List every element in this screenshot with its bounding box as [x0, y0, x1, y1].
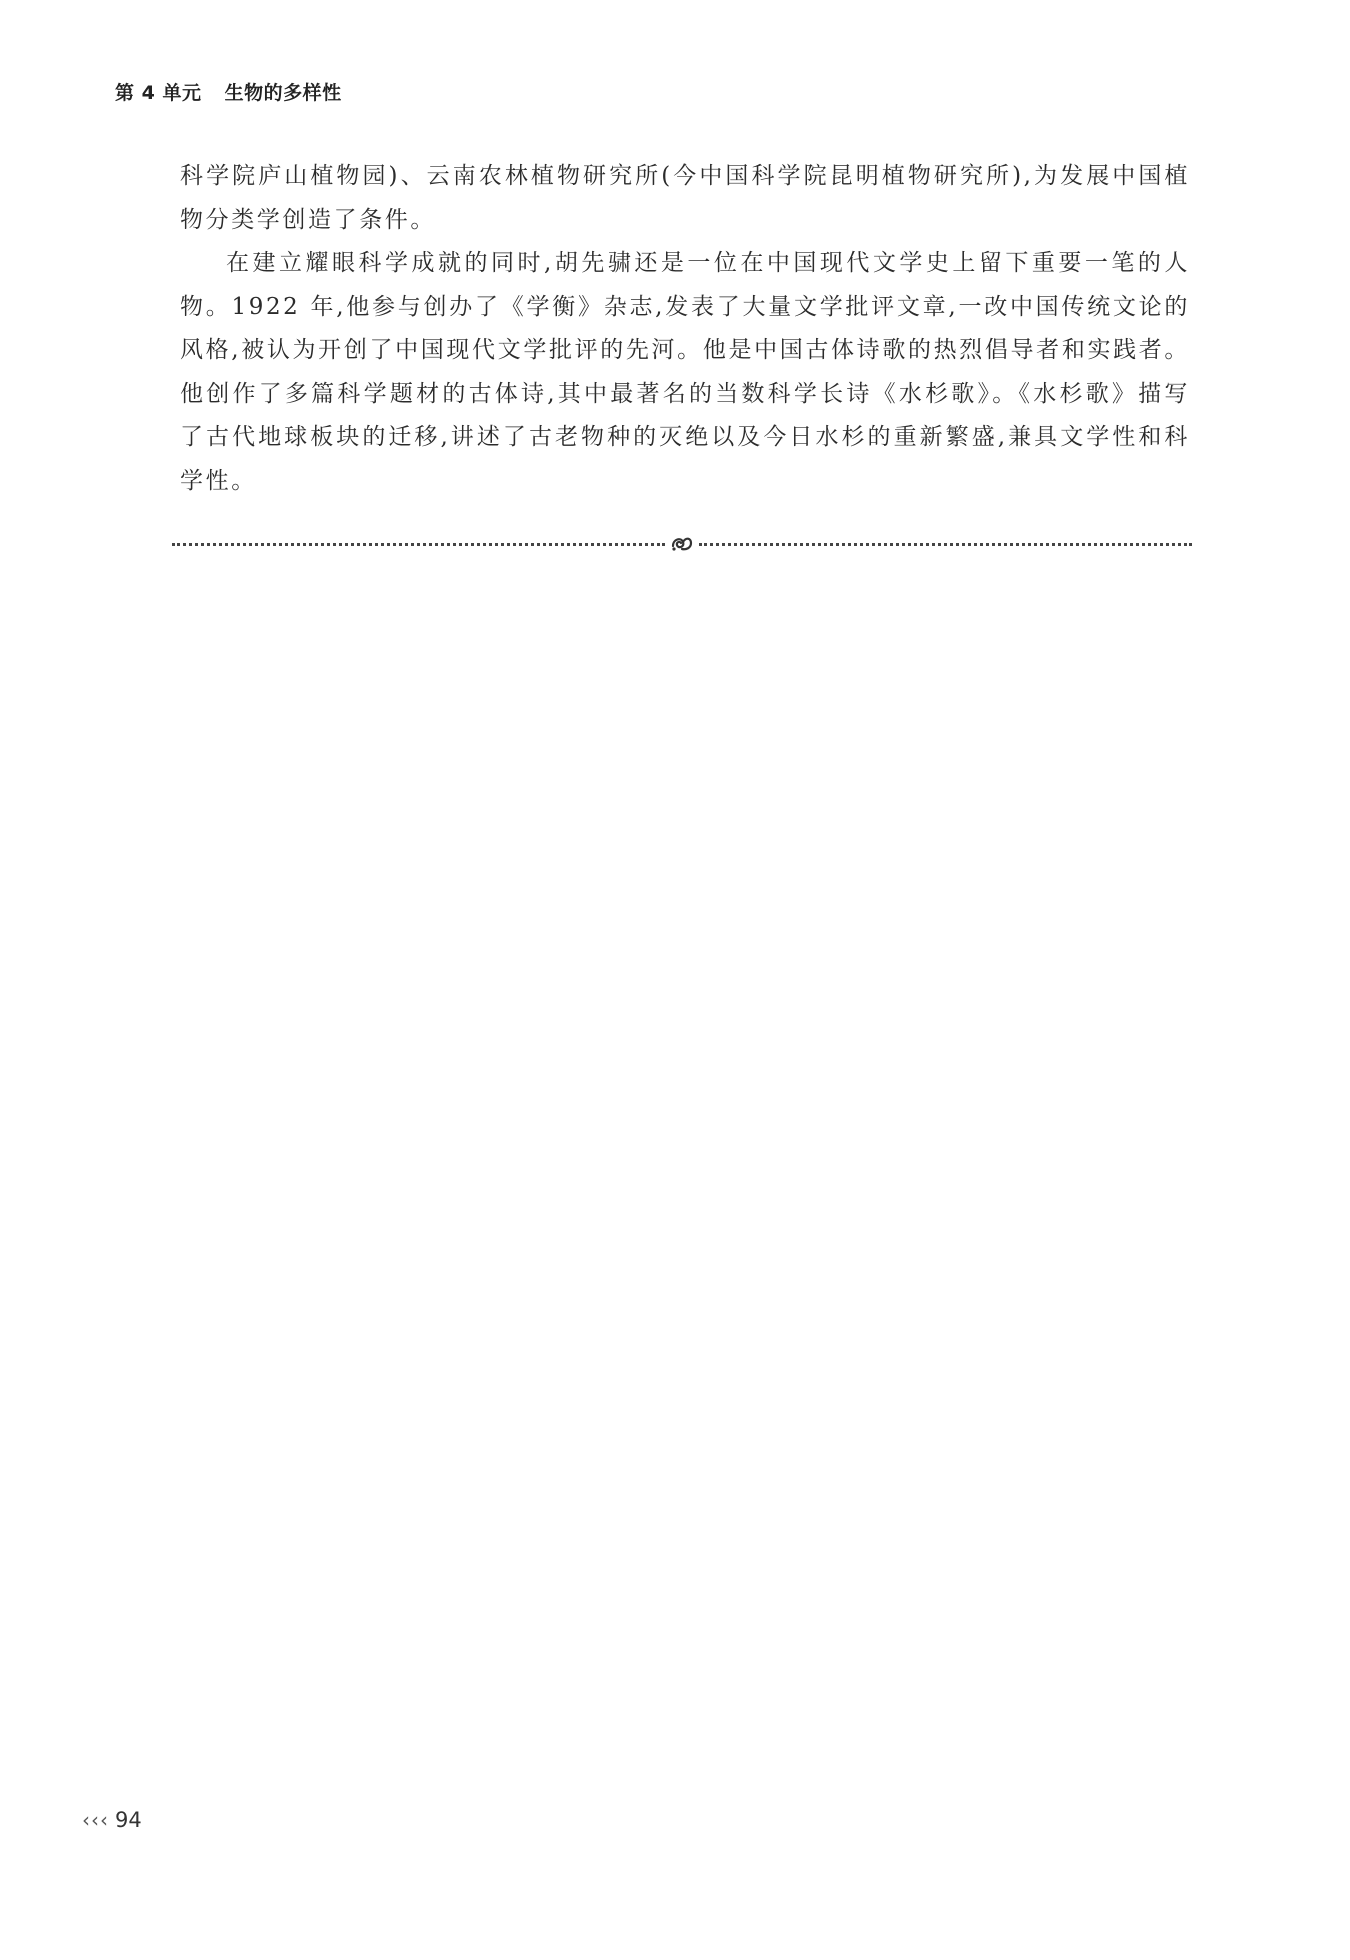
- section-divider: [172, 532, 1192, 556]
- unit-label: 第 4 单元: [115, 82, 202, 104]
- paragraph-continued: 科学院庐山植物园)、云南农林植物研究所(今中国科学院昆明植物研究所),为发展中国植物分类学创造了条件。: [180, 163, 1190, 233]
- running-head: [115, 78, 342, 105]
- chevron-left-icon: ‹‹‹: [82, 1808, 109, 1832]
- page-footer: [82, 1808, 142, 1832]
- unit-title: 生物的多样性: [224, 82, 342, 104]
- dotted-rule-right: [699, 543, 1192, 546]
- dotted-rule-left: [172, 543, 665, 546]
- body-text: [180, 155, 1190, 503]
- page-number: 94: [115, 1808, 142, 1832]
- flourish-icon: [665, 532, 699, 556]
- paragraph-hu-xiansu-literature: 在建立耀眼科学成就的同时,胡先骕还是一位在中国现代文学史上留下重要一笔的人物。1922 年,他参与创办了《学衡》杂志,发表了大量文学批评文章,一改中国传统文论的风格,被认为开创了中国现代文学批评的先河。他是中国古体诗歌的热烈倡导者和实践者。他创作了多篇科学题材的古体诗,其中最著名的当数科学长诗《水杉歌》。《水杉歌》描写了古代地球板块的迁移,讲述了古老物种的灭绝以及今日水杉的重新繁盛,兼具文学性和科学性。: [180, 250, 1190, 494]
